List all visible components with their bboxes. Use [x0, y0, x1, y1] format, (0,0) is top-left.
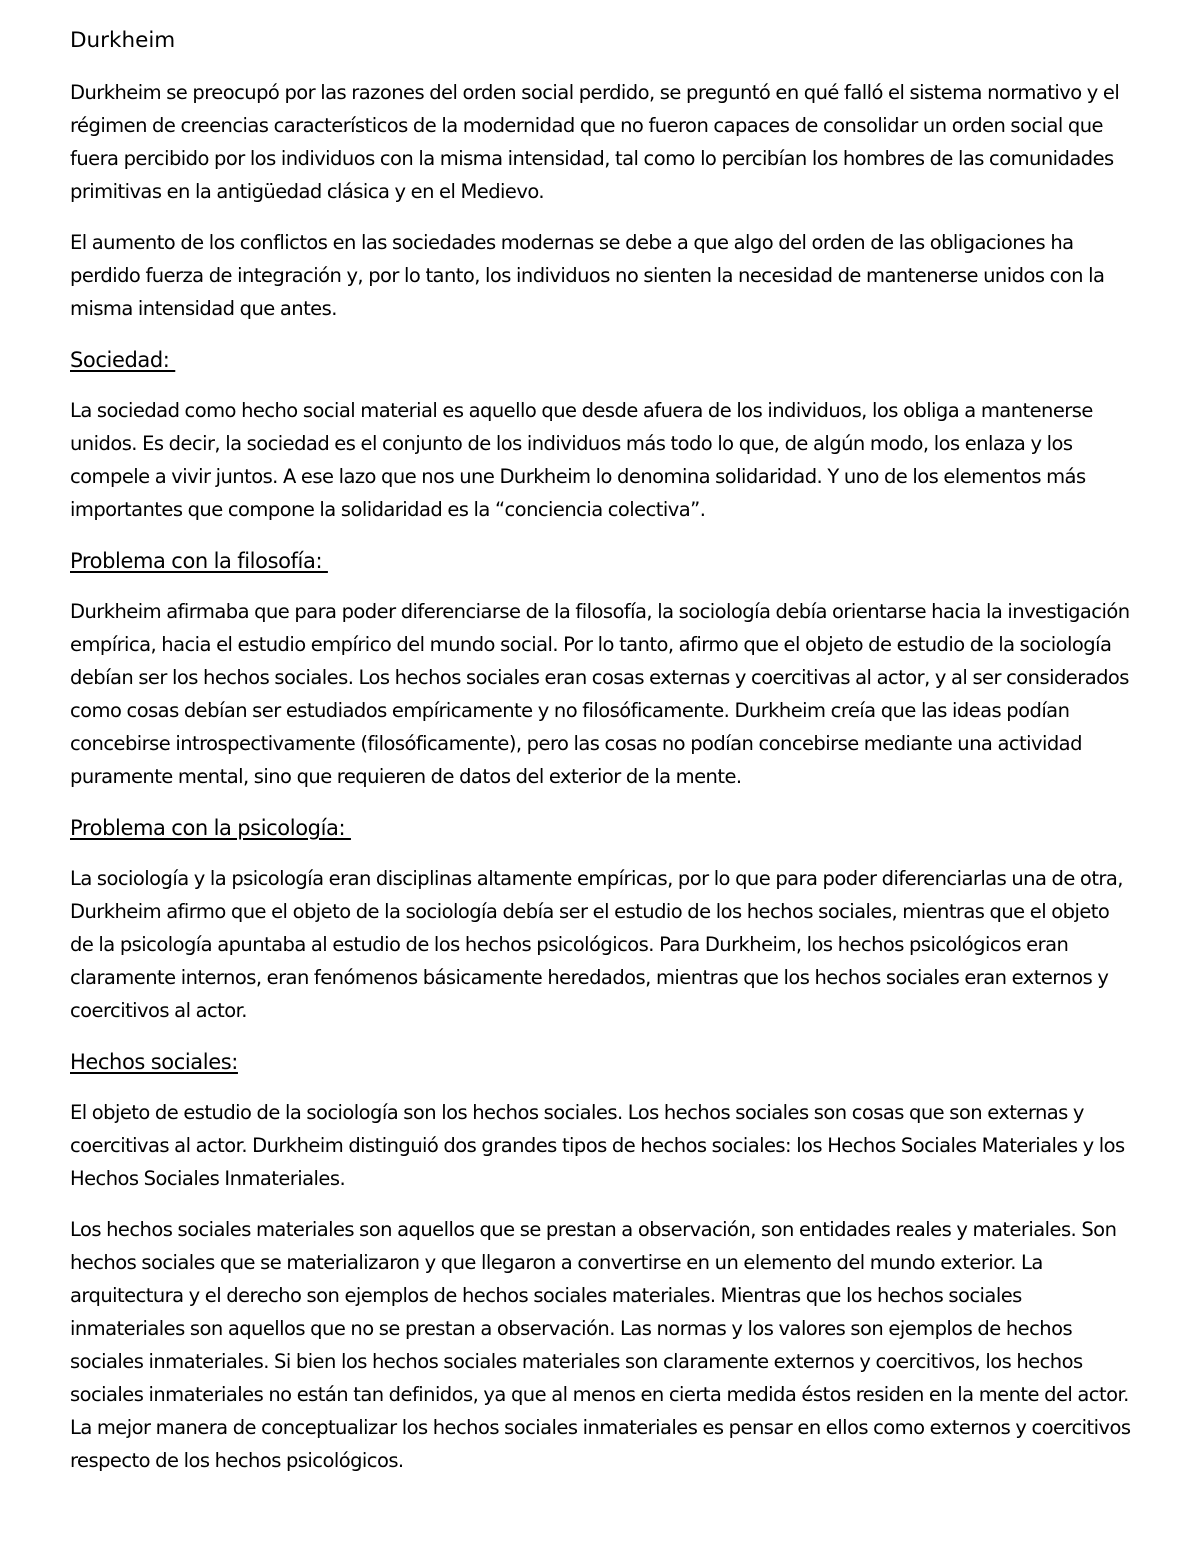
section-heading-psicologia: Problema con la psicología: — [70, 816, 351, 840]
section-heading-sociedad: Sociedad: — [70, 348, 176, 372]
hechos-sociales-paragraph-2: Los hechos sociales materiales son aquellos que se prestan a observación, son entidades reales y materiales. Son hechos sociales que se materializaron y que llegaron a convertirse en un elemento del mundo exterior. La arquitectura y el derecho son ejemplos de hechos sociales materiales. Mientras que los hechos sociales inmateriales son aquellos que no se prestan a observación. Las normas y los valores son ejemplos de hechos sociales inmateriales. Si bien los hechos sociales materiales son claramente externos y coercitivos, los hechos sociales inmateriales no están tan definidos, ya que al menos en cierta medida éstos residen en la mente del actor. La mejor manera de conceptualizar los hechos sociales inmateriales es pensar en ellos como externos y coercitivos respecto de los hechos psicológicos. — [70, 1218, 1131, 1472]
filosofia-paragraph: Durkheim afirmaba que para poder diferenciarse de la filosofía, la sociología debía orientarse hacia la investigación empírica, hacia el estudio empírico del mundo social. Por lo tanto, afirmo que el objeto de estudio de la sociología debían ser los hechos sociales. Los hechos sociales eran cosas externas y coercitivas al actor, y al ser considerados como cosas debían ser estudiados empíricamente y no filosóficamente. Durkheim creía que las ideas podían concebirse introspectivamente (filosóficamente), pero las cosas no podían concebirse mediante una actividad puramente mental, sino que requieren de datos del exterior de la mente. — [70, 600, 1130, 788]
intro-paragraph-2: El aumento de los conflictos en las sociedades modernas se debe a que algo del orden de las obligaciones ha perdido fuerza de integración y, por lo tanto, los individuos no sienten la necesidad de mantenerse unidos con la misma intensidad que antes. — [70, 231, 1105, 320]
intro-paragraph-1: Durkheim se preocupó por las razones del orden social perdido, se preguntó en qué falló el sistema normativo y el régimen de creencias característicos de la modernidad que no fueron capaces de consolidar un orden social que fuera percibido por los individuos con la misma intensidad, tal como lo percibían los hombres de las comunidades primitivas en la antigüedad clásica y en el Medievo. — [70, 81, 1120, 203]
psicologia-paragraph: La sociología y la psicología eran disciplinas altamente empíricas, por lo que para poder diferenciarlas una de otra, Durkheim afirmo que el objeto de la sociología debía ser el estudio de los hechos sociales, mientras que el objeto de la psicología apuntaba al estudio de los hechos psicológicos. Para Durkheim, los hechos psicológicos eran claramente internos, eran fenómenos básicamente heredados, mientras que los hechos sociales eran externos y coercitivos al actor. — [70, 867, 1123, 1022]
document-title: Durkheim — [70, 28, 176, 53]
document-page — [70, 24, 1134, 1495]
section-heading-hechos-sociales: Hechos sociales: — [70, 1050, 238, 1074]
hechos-sociales-paragraph-1: El objeto de estudio de la sociología son los hechos sociales. Los hechos sociales son cosas que son externas y coercitivas al actor. Durkheim distinguió dos grandes tipos de hechos sociales: los Hechos Sociales Materiales y los Hechos Sociales Inmateriales. — [70, 1101, 1125, 1190]
sociedad-paragraph: La sociedad como hecho social material es aquello que desde afuera de los individuos, los obliga a mantenerse unidos. Es decir, la sociedad es el conjunto de los individuos más todo lo que, de algún modo, los enlaza y los compele a vivir juntos. A ese lazo que nos une Durkheim lo denomina solidaridad. Y uno de los elementos más importantes que compone la solidaridad es la “conciencia colectiva”. — [70, 399, 1093, 521]
section-heading-filosofia: Problema con la filosofía: — [70, 549, 328, 573]
